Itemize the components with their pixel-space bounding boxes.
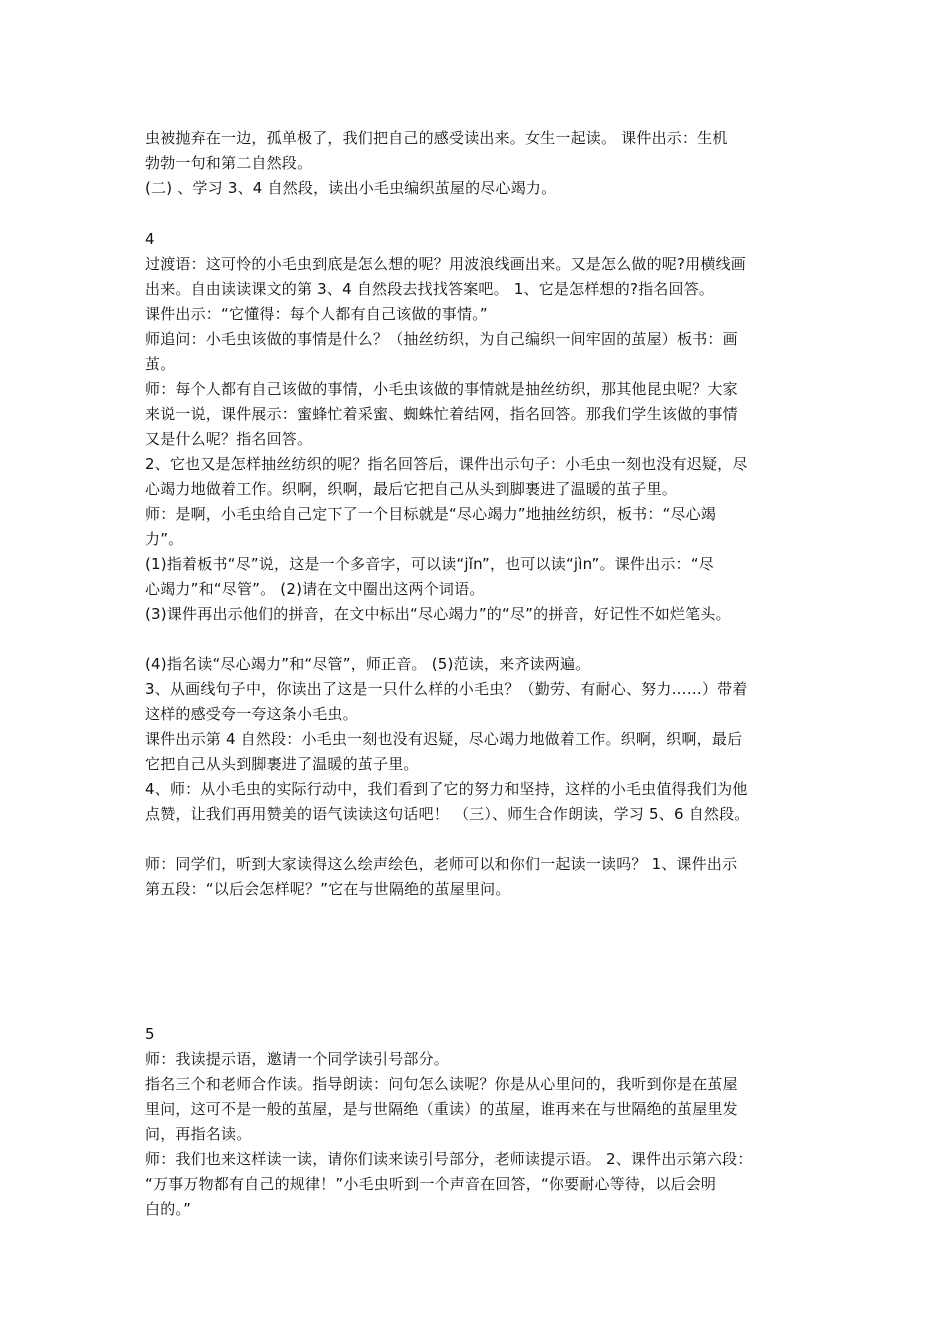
text-line: 指名三个和老师合作读。指导朗读：问句怎么读呢？你是从心里问的，我听到你是在茧屋	[145, 1075, 738, 1093]
text-line: 问，再指名读。	[145, 1125, 252, 1143]
text-line: 过渡语：这可怜的小毛虫到底是怎么想的呢？用波浪线画出来。又是怎么做的呢?用横线画	[145, 255, 746, 273]
text-line: 它把自己从头到脚裹进了温暖的茧子里。	[145, 755, 419, 773]
text-line: 第五段：“以后会怎样呢？”它在与世隔绝的茧屋里问。	[145, 880, 511, 898]
page-number: 4	[145, 230, 155, 248]
text-line: 3、从画线句子中，你读出了这是一只什么样的小毛虫？（勤劳、有耐心、努力……）带着	[145, 680, 748, 698]
section-heading: (二) 、学习 3、4 自然段，读出小毛虫编织茧屋的尽心竭力。	[145, 179, 557, 197]
text-line: 2、它也又是怎样抽丝纺织的呢？指名回答后，课件出示句子：小毛虫一刻也没有迟疑，尽	[145, 455, 748, 473]
text-line: 师：是啊，小毛虫给自己定下了一个目标就是“尽心竭力”地抽丝纺织，板书：“尽心竭	[145, 505, 717, 523]
text-line: 点赞，让我们再用赞美的语气读读这句话吧！ （三）、师生合作朗读，学习 5、6 自然段。	[145, 805, 750, 823]
text-line: 课件出示第 4 自然段：小毛虫一刻也没有迟疑，尽心竭力地做着工作。织啊，织啊，最后	[145, 730, 743, 748]
text-line: 课件出示：“它懂得：每个人都有自己该做的事情。”	[145, 305, 488, 323]
text-line: 师：我们也来这样读一读，请你们读来读引号部分，老师读提示语。 2、课件出示第六段：	[145, 1150, 753, 1168]
text-line: (4)指名读“尽心竭力”和“尽管”，师正音。 (5)范读，来齐读两遍。	[145, 655, 591, 673]
text-line: 虫被抛弃在一边，孤单极了，我们把自己的感受读出来。女生一起读。 课件出示：生机	[145, 129, 728, 147]
text-line: 来说一说，课件展示：蜜蜂忙着采蜜、蜘蛛忙着结网，指名回答。那我们学生该做的事情	[145, 405, 738, 423]
text-line: 勃勃一句和第二自然段。	[145, 154, 313, 172]
text-line: “万事万物都有自己的规律！”小毛虫听到一个声音在回答，“你要耐心等待，以后会明	[145, 1175, 717, 1193]
text-block-intro	[145, 126, 825, 201]
text-line: (3)课件再出示他们的拼音，在文中标出“尽心竭力”的“尽”的拼音，好记性不如烂笔头。	[145, 605, 731, 623]
text-block-page-4	[145, 227, 825, 902]
text-line: 又是什么呢？指名回答。	[145, 430, 313, 448]
text-line: 师追问：小毛虫该做的事情是什么？（抽丝纺织，为自己编织一间牢固的茧屋）板书：画	[145, 330, 738, 348]
page-number: 5	[145, 1025, 155, 1043]
text-line: 心竭力”和“尽管”。 (2)请在文中圈出这两个词语。	[145, 580, 485, 598]
text-line: 4、师：从小毛虫的实际行动中，我们看到了它的努力和坚持，这样的小毛虫值得我们为他	[145, 780, 748, 798]
text-line: 师：我读提示语，邀请一个同学读引号部分。	[145, 1050, 450, 1068]
text-line: 白的。”	[145, 1200, 192, 1218]
text-line: (1)指着板书“尽”说，这是一个多音字，可以读“jǐn”，也可以读“jìn”。课件出示：“尽	[145, 555, 714, 573]
text-block-page-5	[145, 1022, 825, 1222]
text-line: 茧。	[145, 355, 176, 373]
text-line: 出来。自由读读课文的第 3、4 自然段去找找答案吧。 1、它是怎样想的?指名回答。	[145, 280, 715, 298]
text-line: 心竭力地做着工作。织啊，织啊，最后它把自己从头到脚裹进了温暖的茧子里。	[145, 480, 678, 498]
text-line: 师：每个人都有自己该做的事情，小毛虫该做的事情就是抽丝纺织，那其他昆虫呢？大家	[145, 380, 738, 398]
text-line: 这样的感受夸一夸这条小毛虫。	[145, 705, 358, 723]
text-line: 师：同学们，听到大家读得这么绘声绘色，老师可以和你们一起读一读吗？ 1、课件出示	[145, 855, 738, 873]
text-line: 里问，这可不是一般的茧屋，是与世隔绝（重读）的茧屋，谁再来在与世隔绝的茧屋里发	[145, 1100, 738, 1118]
blank-line	[145, 827, 825, 852]
text-line: 力”。	[145, 530, 184, 548]
blank-line	[145, 627, 825, 652]
